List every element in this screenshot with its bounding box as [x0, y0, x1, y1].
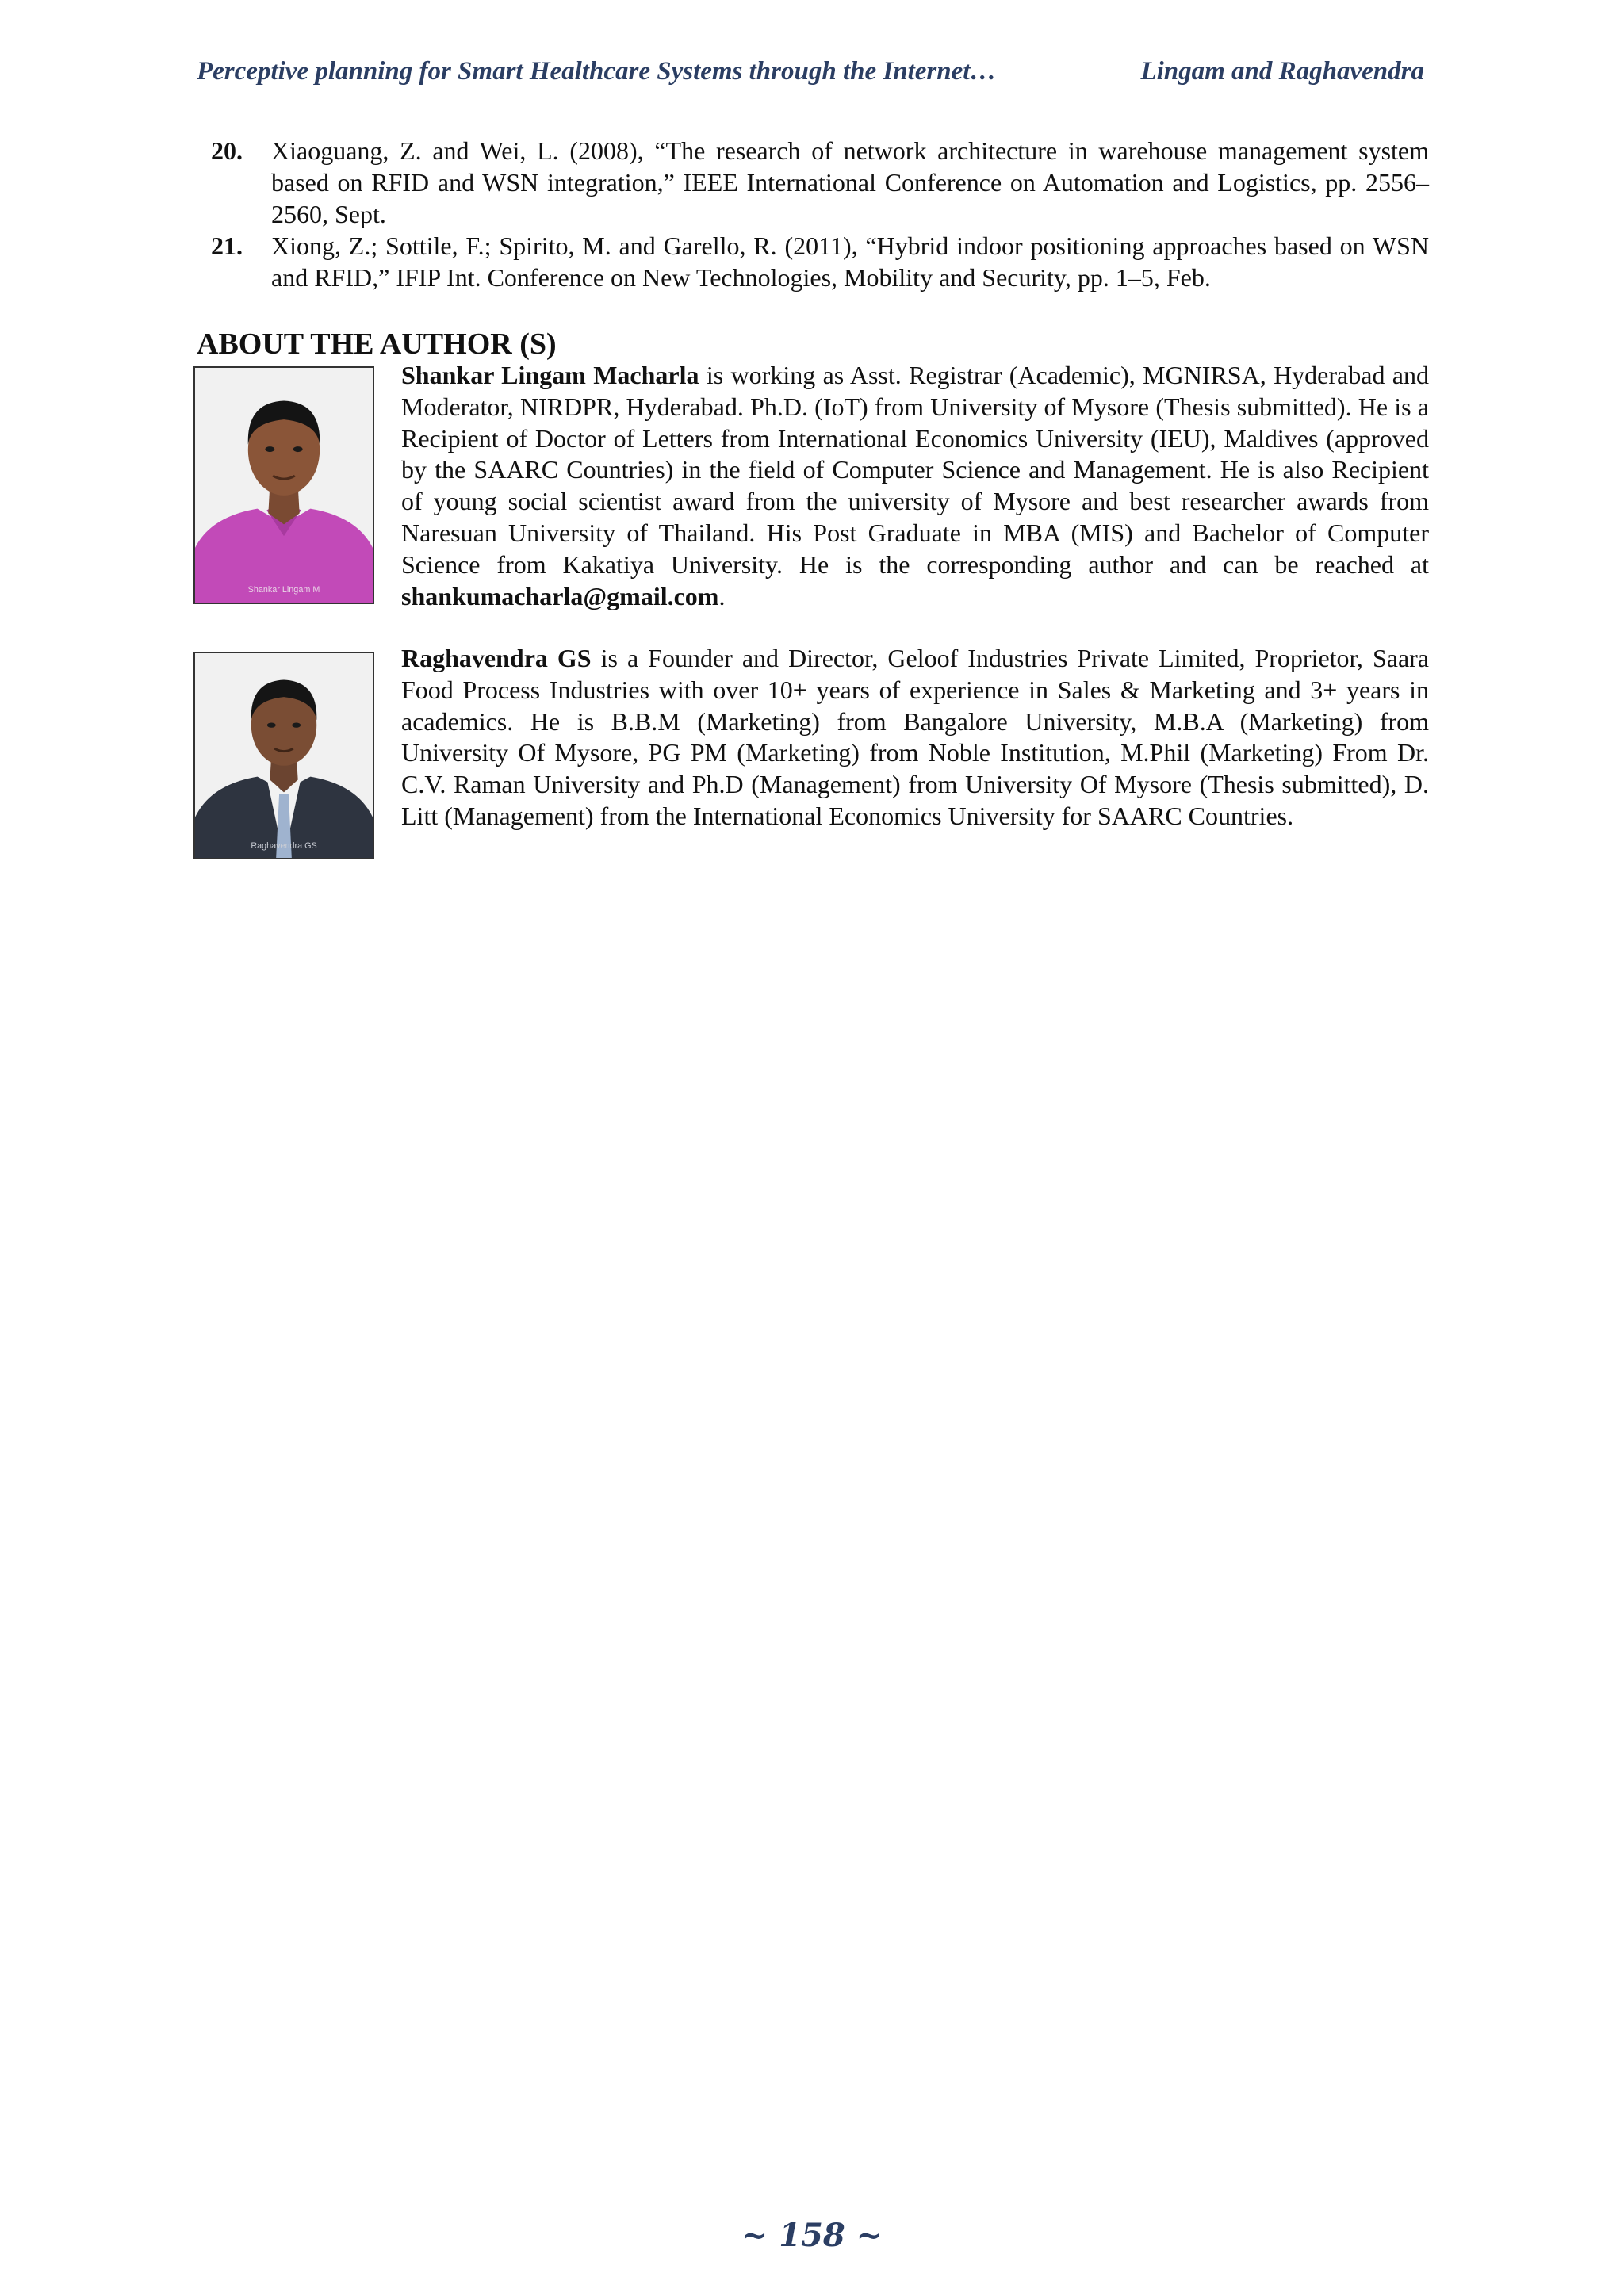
- reference-text: Xiaoguang, Z. and Wei, L. (2008), “The research of network architecture in warehouse management system based on RFID and WSN integration,” IEEE International Conference on Automation and Logistics, pp. 2556– 2560, Sept.: [271, 136, 1429, 228]
- author-bio-shankar: [401, 360, 1429, 612]
- photo-caption: Raghavendra GS: [251, 841, 317, 851]
- running-head-authors: Lingam and Raghavendra: [1140, 57, 1424, 86]
- author-photo-shankar: [193, 366, 374, 604]
- author-bio-raghavendra: [401, 643, 1429, 832]
- author-bio-text: is working as Asst. Registrar (Academic), MGNIRSA, Hyderabad and Moderator, NIRDPR, Hyderabad. Ph.D. (IoT) from University of Mysore (Thesis submitted). He is a Recipient of Doctor of Letters from International Economics University (IEU), Maldives (approved by the SAARC Countries) in the field of Computer Science and Management. He is also Recipient of young social scientist award from the university of Mysore and best researcher awards from Naresuan University of Thailand. His Post Graduate in MBA (MIS) and Bachelor of Computer Science from Kakatiya University. He is the corresponding author and can be reached at: [401, 361, 1430, 579]
- reference-item: [211, 135, 1429, 230]
- reference-list: [211, 135, 1429, 293]
- reference-number: 20.: [211, 136, 243, 165]
- photo-caption: Shankar Lingam M: [247, 585, 320, 595]
- reference-text: Xiong, Z.; Sottile, F.; Spirito, M. and Garello, R. (2011), “Hybrid indoor positioning approaches based on WSN and RFID,” IFIP Int. Conference on New Technologies, Mobility and Security, pp. 1–5, Feb.: [271, 232, 1429, 292]
- author-bio-end: .: [718, 581, 726, 610]
- portrait-illustration: [195, 368, 373, 603]
- running-head-title: Perceptive planning for Smart Healthcare Systems through the Internet…: [197, 57, 997, 86]
- author-name: Shankar Lingam Macharla: [401, 361, 699, 389]
- reference-number: 21.: [211, 232, 243, 260]
- author-email: shankumacharla@gmail.com: [401, 581, 719, 610]
- author-photo-raghavendra: [193, 652, 374, 859]
- about-authors-heading: ABOUT THE AUTHOR (S): [197, 327, 557, 361]
- running-head: [197, 57, 1424, 95]
- reference-item: [211, 230, 1429, 293]
- page-number: ~ 158 ~: [741, 2217, 883, 2254]
- portrait-illustration: [195, 653, 373, 858]
- author-bio-text: is a Founder and Director, Geloof Industries Private Limited, Proprietor, Saara Food Process Industries with over 10+ years of experience in Sales & Marketing and 3+ years in academics. He is B.B.M (Marketing) from Bangalore University, M.B.A (Marketing) from University Of Mysore, PG PM (Marketing) from Noble Institution, M.Phil (Marketing) From Dr. C.V. Raman University and Ph.D (Management) from University Of Mysore (Thesis submitted), D. Litt (Management) from the International Economics University for SAARC Countries.: [401, 644, 1430, 830]
- author-name: Raghavendra GS: [401, 644, 592, 672]
